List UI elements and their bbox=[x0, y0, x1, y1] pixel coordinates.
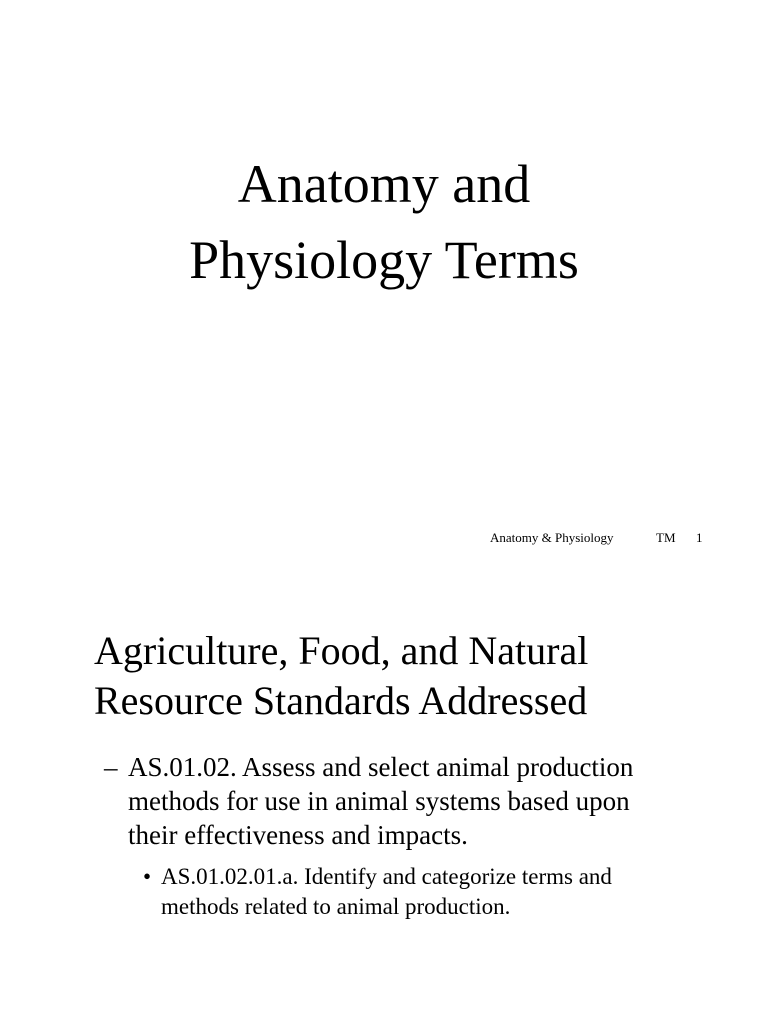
sub-standard-item-line: AS.01.02.01.a. Identify and categorize terms and bbox=[161, 864, 612, 889]
standard-item-line: their effectiveness and impacts. bbox=[128, 820, 468, 850]
standard-item-text bbox=[128, 750, 718, 852]
slide-title-line-2: Physiology Terms bbox=[189, 230, 579, 290]
standard-item-line: AS.01.02. Assess and select animal production bbox=[128, 752, 634, 782]
sub-standard-item-text bbox=[161, 862, 721, 922]
slide-footer bbox=[490, 530, 703, 546]
slide-title-line-1: Anatomy and bbox=[237, 154, 531, 214]
footer-tm: TM bbox=[656, 530, 676, 545]
standard-item-line: methods for use in animal systems based upon bbox=[128, 786, 630, 816]
dash-bullet-icon: – bbox=[104, 752, 118, 782]
footer-label: Anatomy & Physiology bbox=[490, 530, 614, 545]
section-heading-line-2: Resource Standards Addressed bbox=[94, 678, 588, 723]
dot-bullet-icon: • bbox=[143, 864, 152, 889]
footer-page-number: 1 bbox=[696, 530, 703, 545]
section-heading bbox=[94, 626, 734, 726]
sub-standard-item-line: methods related to animal production. bbox=[161, 894, 511, 919]
section-heading-line-1: Agriculture, Food, and Natural bbox=[94, 628, 589, 673]
slide-title bbox=[0, 146, 768, 298]
